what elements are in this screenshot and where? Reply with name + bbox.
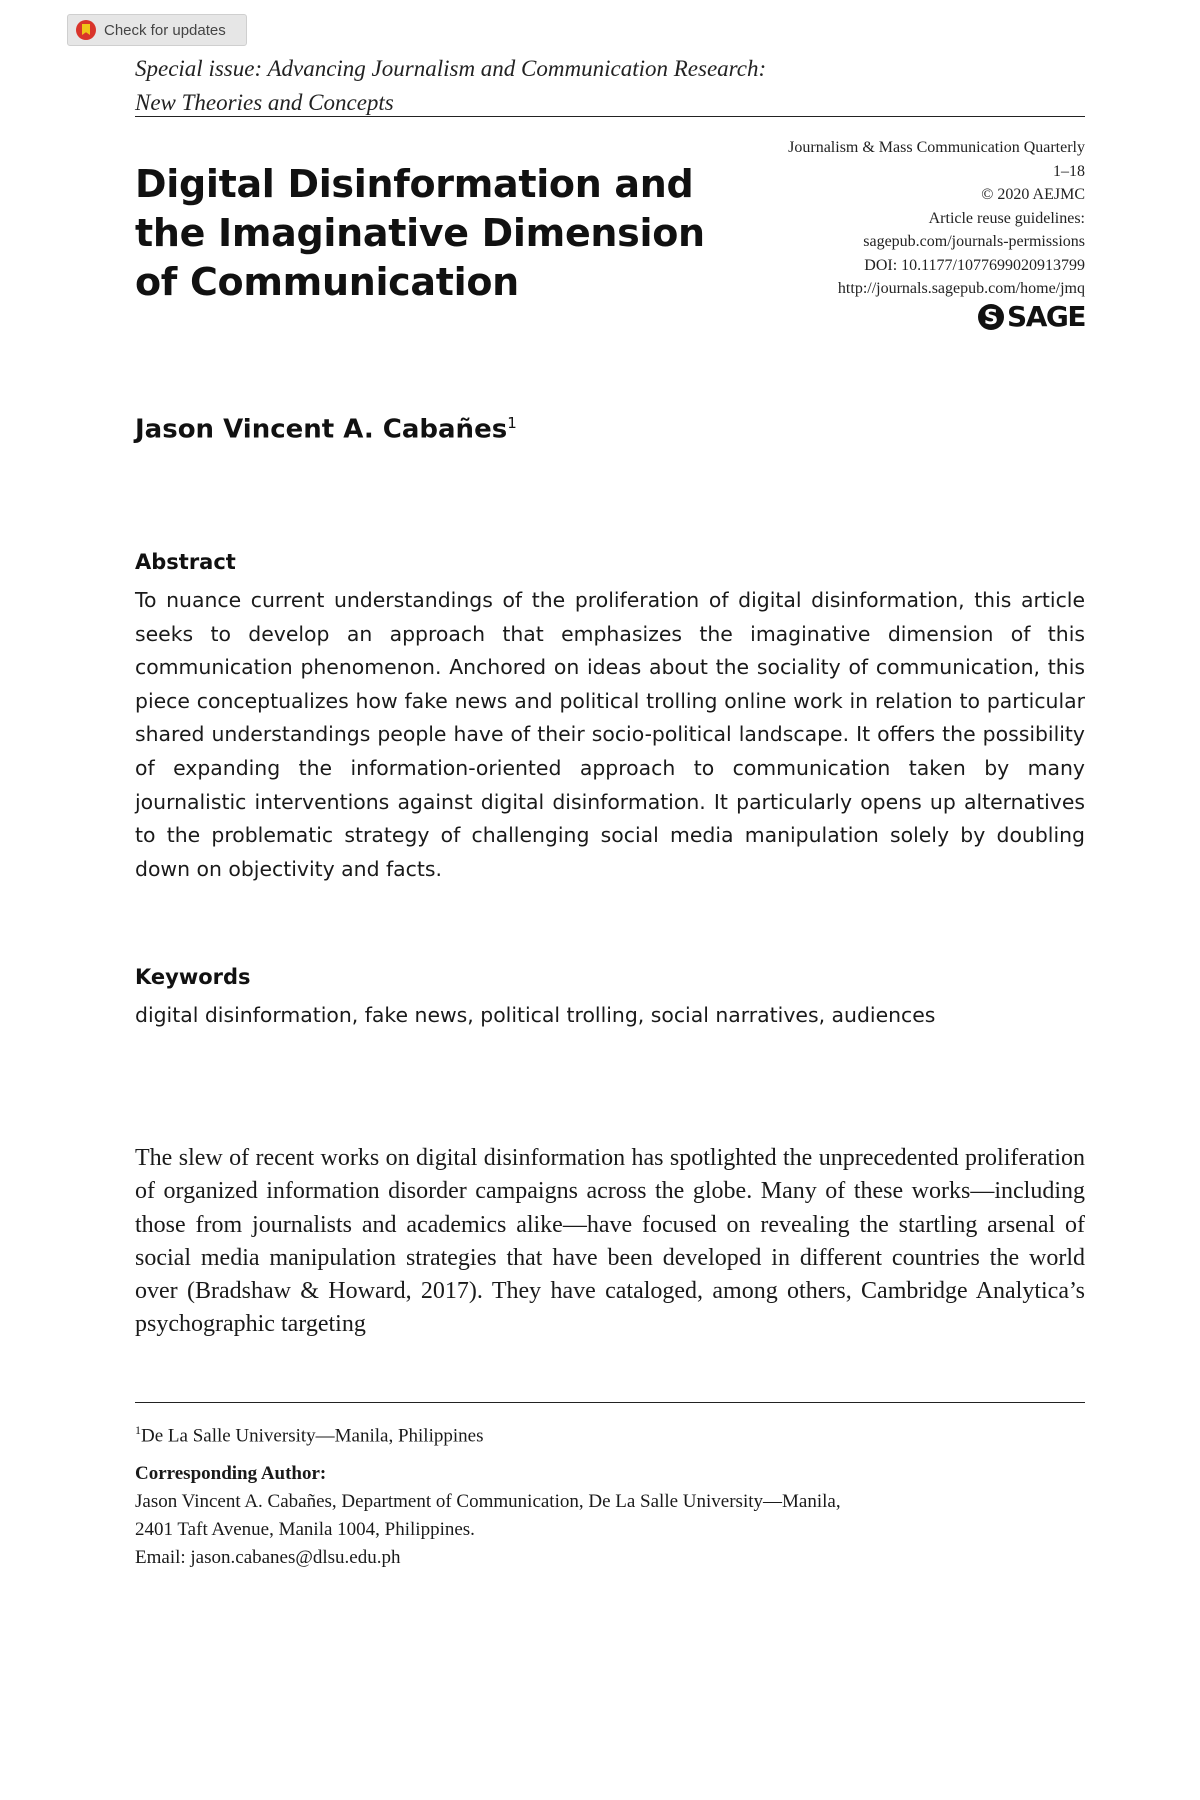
header-divider xyxy=(135,116,1085,117)
affiliation-footnote xyxy=(135,1416,1085,1450)
abstract-text: To nuance current understandings of the proliferation of digital disinformation, this article seeks to develop an approach that emphasizes the imaginative dimension of this communication phenomenon. Anchored on ideas about the sociality of communication, this piece conceptualizes how fake news and political trolling online work in relation to particular shared understandings people have of their socio-political landscape. It offers the possibility of expanding the information-oriented approach to communication taken by many journalistic interventions against digital disinformation. It particularly opens up alternatives to the problematic strategy of challenging social media manipulation solely by doubling down on objectivity and facts. xyxy=(135,588,1085,881)
journal-name: Journalism & Mass Communication Quarterly xyxy=(788,139,1085,156)
corresponding-author-line-1: Jason Vincent A. Cabañes, Department of Communication, De La Salle University—Manila, xyxy=(135,1491,841,1512)
title-line-1: Digital Disinformation and xyxy=(135,162,694,206)
footnote-divider xyxy=(135,1402,1085,1403)
article-title xyxy=(135,160,735,307)
check-for-updates-button[interactable] xyxy=(67,14,247,46)
sage-logo xyxy=(978,300,1085,333)
author-affil-mark: 1 xyxy=(507,414,517,432)
abstract-heading: Abstract xyxy=(135,550,236,574)
corresponding-author-email[interactable]: Email: jason.cabanes@dlsu.edu.ph xyxy=(135,1547,401,1568)
affiliation-text: De La Salle University—Manila, Philippines xyxy=(141,1425,484,1447)
doi[interactable]: DOI: 10.1177/1077699020913799 xyxy=(864,256,1085,274)
corresponding-author-block xyxy=(135,1460,1085,1572)
bookmark-update-icon xyxy=(76,20,96,40)
check-for-updates-label: Check for updates xyxy=(104,21,226,39)
special-issue-line-1: Special issue: Advancing Journalism and Communication Research: xyxy=(135,56,767,81)
author-name xyxy=(135,414,517,445)
body-paragraph: The slew of recent works on digital disinformation has spotlighted the unprecedented proliferation of organized information disorder campaigns across the globe. Many of these works—including those from journalists and academics alike—have focused on revealing the startling arsenal of social media manipulation strategies that have been developed in different countries the world over (Bradshaw & Howard, 2017). They have cataloged, among others, Cambridge Analytica’s psychographic targeting xyxy=(135,1145,1085,1338)
author-name-text: Jason Vincent A. Cabañes xyxy=(135,414,508,445)
affiliation-mark: 1 xyxy=(135,1423,141,1437)
sage-logo-icon: S xyxy=(978,304,1004,330)
title-line-2: the Imaginative Dimension xyxy=(135,211,705,255)
corresponding-author-label: Corresponding Author: xyxy=(135,1463,327,1484)
journal-url[interactable]: http://journals.sagepub.com/home/jmq xyxy=(837,280,1085,297)
reuse-label: Article reuse guidelines: xyxy=(928,209,1085,227)
keywords-text: digital disinformation, fake news, political trolling, social narratives, audiences xyxy=(135,1003,936,1027)
special-issue-header xyxy=(135,52,1085,120)
keywords-heading: Keywords xyxy=(135,965,251,989)
corresponding-author-line-2: 2401 Taft Avenue, Manila 1004, Philippines. xyxy=(135,1519,475,1540)
special-issue-line-2: New Theories and Concepts xyxy=(135,90,394,115)
title-line-3: of Communication xyxy=(135,260,519,304)
reuse-link[interactable]: sagepub.com/journals-permissions xyxy=(863,233,1085,250)
page-range: 1–18 xyxy=(1053,162,1085,180)
sage-logo-text: SAGE xyxy=(1007,300,1085,333)
copyright: © 2020 AEJMC xyxy=(981,186,1085,203)
journal-meta xyxy=(685,136,1085,301)
